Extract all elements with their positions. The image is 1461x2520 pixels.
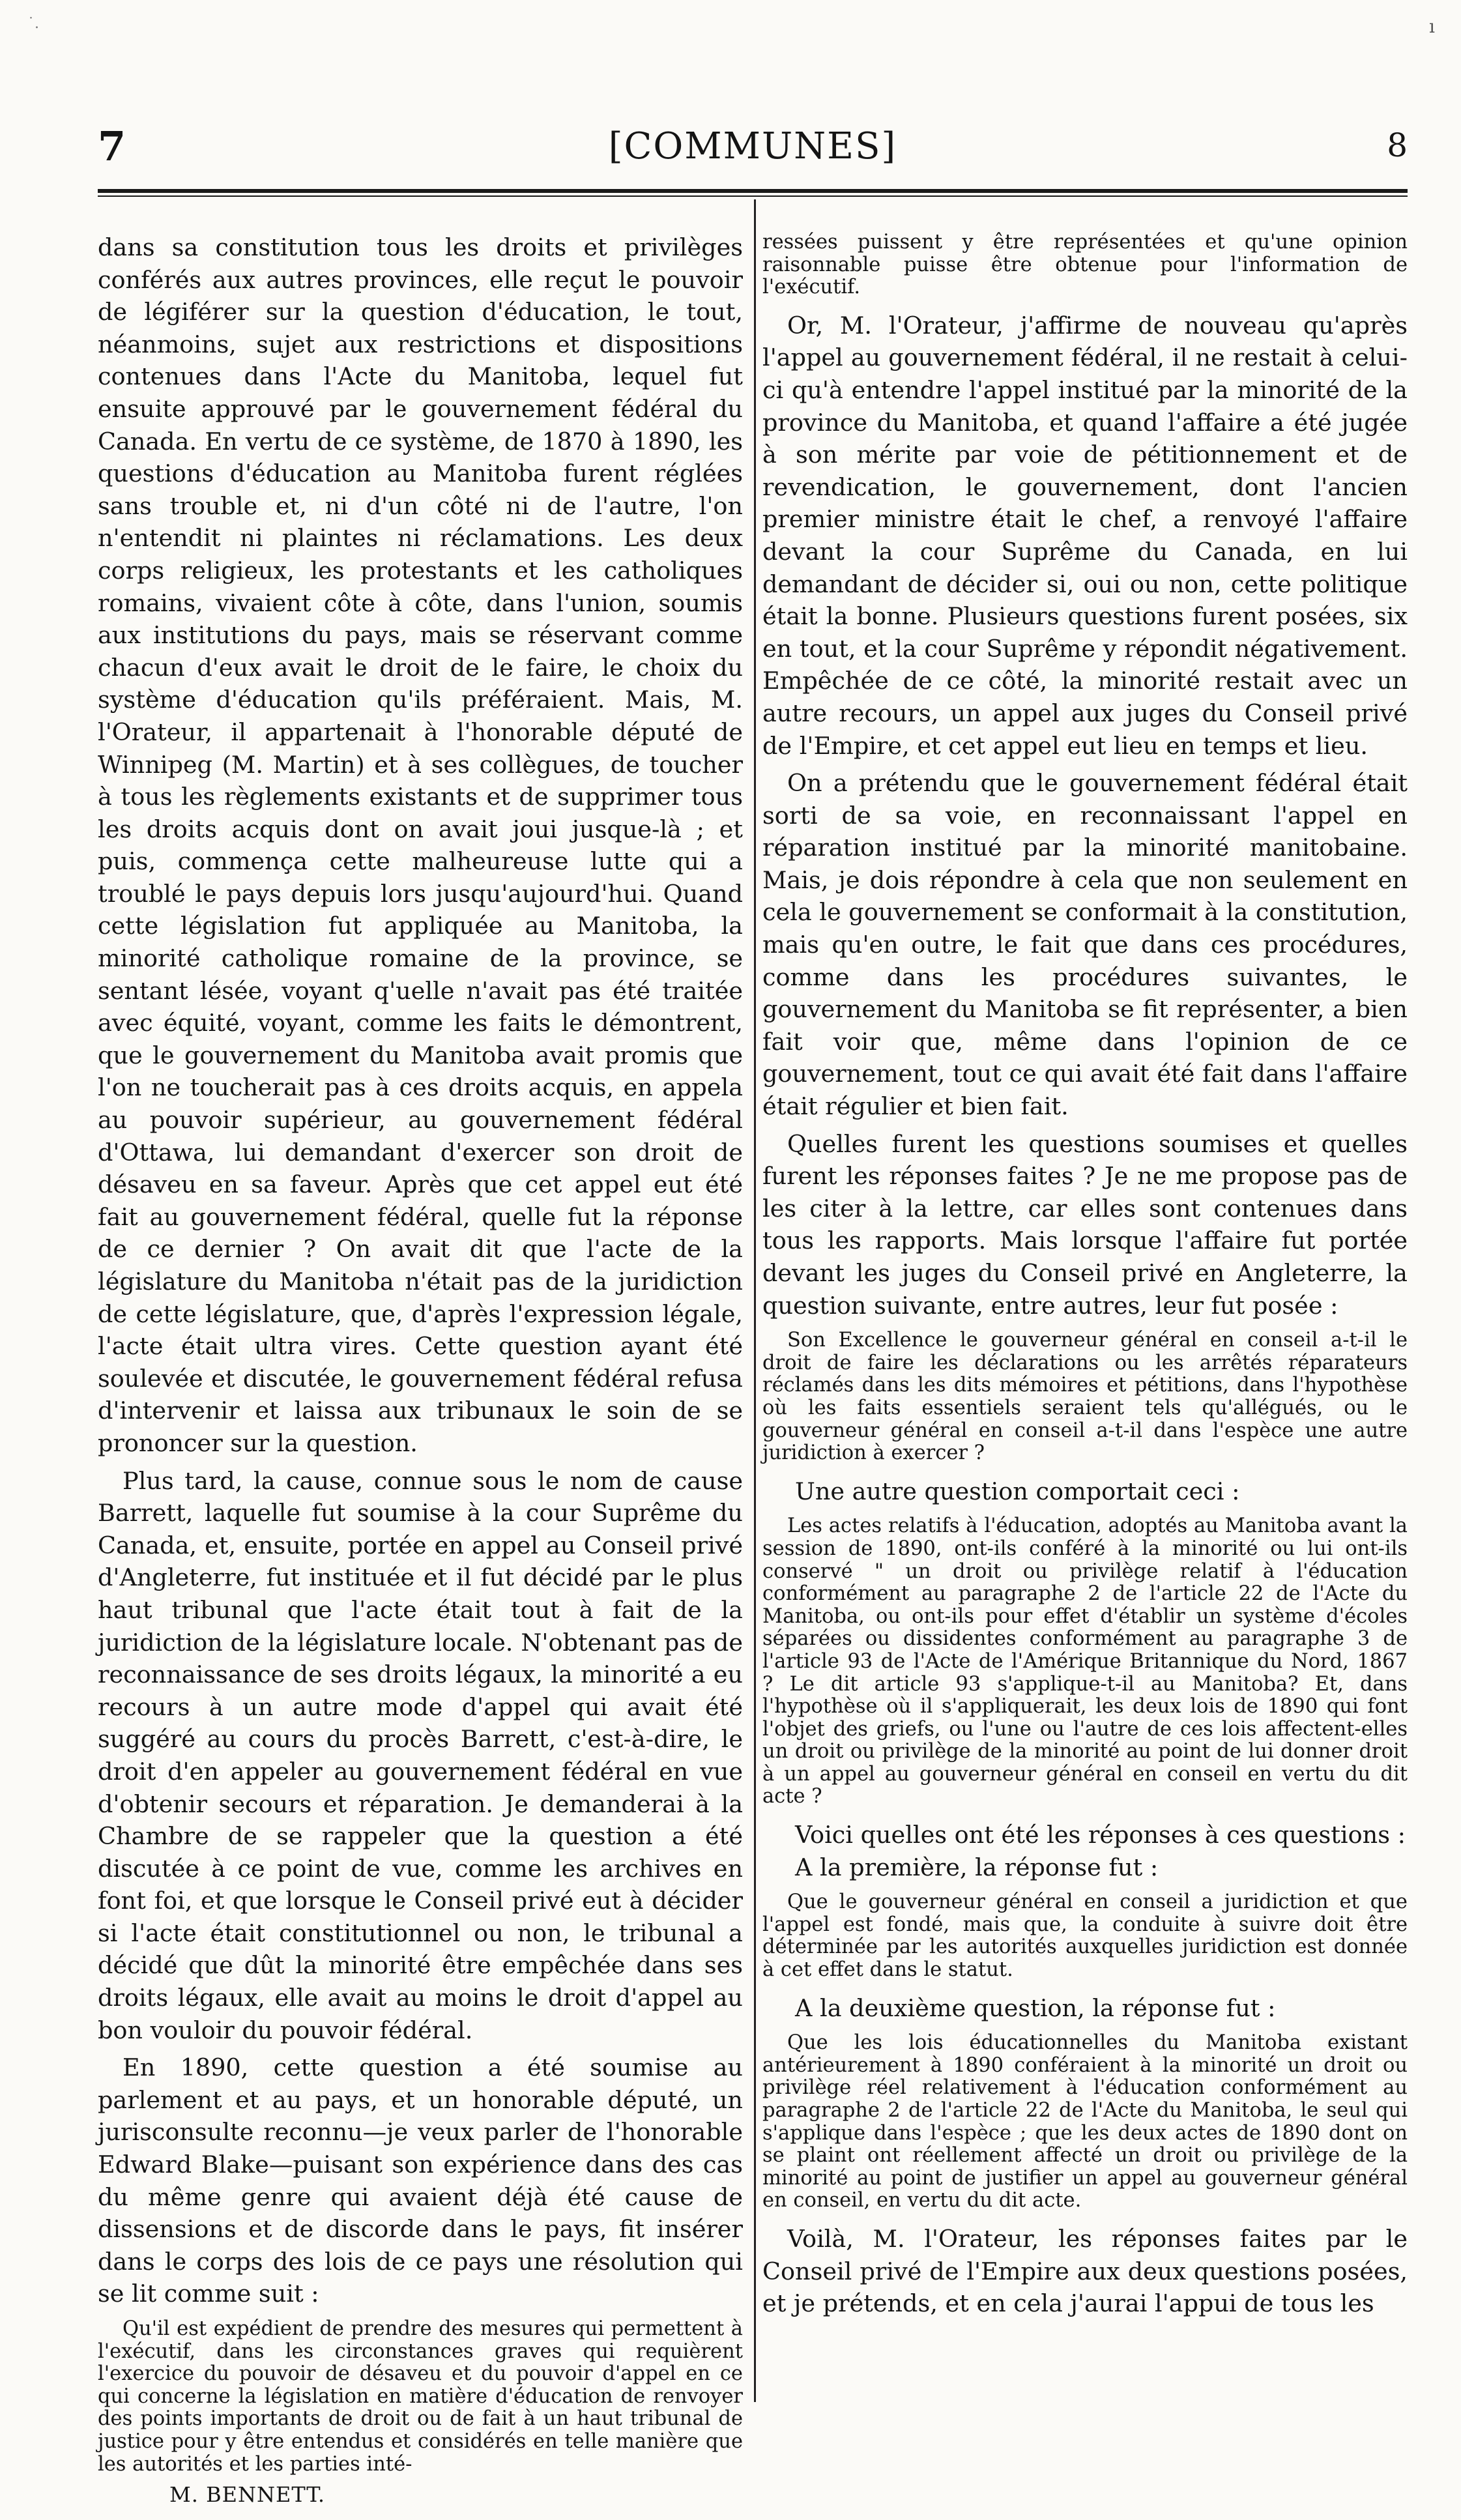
block-quote: Qu'il est expédient de prendre des mesures qui permettent à l'exécutif, dans les circonstances graves qui requièrent l'exercice du pouvoir de désaveu et du pouvoir d'appel en ce qui concerne la législation en matière d'éducation de renvoyer des points importants de droit ou de fait à un haut tribunal de justice pour y être entendus et considérés en telle manière que les autorités et les parties inté- bbox=[98, 2317, 743, 2476]
first-answer-intro: A la première, la réponse fut : bbox=[795, 1853, 1159, 1881]
question-intro: Une autre question comportait ceci : bbox=[795, 1477, 1240, 1505]
block-quote-continued: ressées puissent y être représentées et qu'une opinion raisonnable puisse être obtenue pour l'information de l'exécutif. bbox=[762, 231, 1408, 299]
right-page-number: 8 bbox=[1387, 126, 1408, 164]
paragraph: On a prétendu que le gouvernement fédéral était sorti de sa voie, en reconnaissant l'appel en réparation institué par la minorité manitobaine. Mais, je dois répondre à cela que non seulement en cela le gouvernement se conformait à la constitution, mais qu'en outre, le fait que dans ces procédures, comme dans les procédures suivantes, le gouvernement du Manitoba se fit représenter, a bien fait voir que, même dans l'opinion de ce gouvernement, tout ce qui avait été fait dans l'affaire était régulier et bien fait. bbox=[762, 769, 1408, 1121]
block-quote: Que le gouverneur général en conseil a juridiction et que l'appel est fondé, mais que, la conduite à suivre doit être déterminée par les autorités auxquelles juridiction est donnée à cet effet dans le statut. bbox=[762, 1890, 1408, 1982]
header-rule-thin bbox=[98, 196, 1408, 197]
paragraph: Plus tard, la cause, connue sous le nom de cause Barrett, laquelle fut soumise à la cour Suprême du Canada, et, ensuite, portée en appel au Conseil privé d'Angleterre, fut instituée et il fut décidé par le plus haut tribunal que l'acte était tout à fait de la juridiction de la législature locale. N'obtenant pas de reconnaissance de ses droits légaux, la minorité a eu recours à un autre mode d'appel qui avait été suggéré au cours du procès Barrett, c'est-à-dire, le droit d'en appeler au gouvernement fédéral en vue d'obtenir secours et réparation. Je demanderai à la Chambre de se rappeler que la question a été discutée à ce point de vue, comme les archives en font foi, et que lorsque le Conseil privé eut à décider si l'acte était constitutionnel ou non, le tribunal a décidé que dût la minorité être empêchée dans ses droits légaux, elle avait au moins le droit d'appel au bon vouloir du pouvoir fédéral. bbox=[98, 1466, 743, 2044]
second-answer-intro: A la deuxième question, la réponse fut : bbox=[795, 1993, 1276, 2022]
left-column bbox=[98, 231, 743, 2507]
answers-intro: Voici quelles ont été les réponses à ces questions : bbox=[795, 1821, 1406, 1849]
left-page-number: 7 bbox=[98, 123, 126, 170]
paragraph: Voilà, M. l'Orateur, les réponses faites par le Conseil privé de l'Empire aux deux questions posées, et je prétends, et en cela j'aurai l'appui de tous les bbox=[762, 2224, 1408, 2318]
right-column bbox=[762, 231, 1408, 2325]
page-header bbox=[98, 123, 1408, 175]
margin-marks-right: ı bbox=[1429, 16, 1435, 37]
paragraph: En 1890, cette question a été soumise au parlement et au pays, et un honorable député, un jurisconsulte reconnu—je veux parler de l'honorable Edward Blake—puisant son expérience dans des cas du même genre qui avaient déjà été cause de dissensions et de discorde dans le pays, fit insérer dans le corps des lois de ce pays une résolution qui se lit comme suit : bbox=[98, 2053, 743, 2308]
margin-marks: ˙. bbox=[27, 16, 39, 32]
paragraph: dans sa constitution tous les droits et privilèges conférés aux autres provinces, elle reçut le pouvoir de légiférer sur la question d'éducation, le tout, néanmoins, sujet aux restrictions et dispositions contenues dans l'Acte du Manitoba, lequel fut ensuite approuvé par le gouvernement fédéral du Canada. En vertu de ce système, de 1870 à 1890, les questions d'éducation au Manitoba furent réglées sans trouble et, ni d'un côté ni de l'autre, l'on n'entendit ni plaintes ni réclamations. Les deux corps religieux, les protestants et les catholiques romains, vivaient côte à côte, dans l'union, soumis aux institutions du pays, mais se réservant comme chacun d'eux avait le droit de le faire, le choix du système d'éducation qu'ils préféraient. Mais, M. l'Orateur, il appartenait à l'honorable député de Winnipeg (M. Martin) et à ses collègues, de toucher à tous les règlements existants et de supprimer tous les droits acquis dont on avait joui jusque-là ; et puis, commença cette malheureuse lutte qui a troublé le pays depuis lors jusqu'aujourd'hui. Quand cette législation fut appliquée au Manitoba, la minorité catholique romaine de la province, se sentant lésée, voyant q'uelle n'avait pas été traitée avec équité, voyant, comme les faits le démontrent, que le gouvernement du Manitoba avait promis que l'on ne toucherait pas à ces droits acquis, en appela au pouvoir supérieur, au gouvernement fédéral d'Ottawa, lui demandant d'exercer son droit de désaveu en sa faveur. Après que cet appel eut été fait au gouvernement fédéral, quelle fut la réponse de ce dernier ? On avait dit que l'acte de la législature du Manitoba n'était pas de la juridiction de cette législature, que, d'après l'expression légale, l'acte était ultra vires. Cette question ayant été soulevée et discutée, le gouvernement fédéral refusa d'intervenir et laissa aux tribunaux le soin de se prononcer sur la question. bbox=[98, 233, 743, 1457]
block-quote: Les actes relatifs à l'éducation, adoptés au Manitoba avant la session de 1890, ont-ils conféré à la minorité ou lui ont-ils conservé " un droit ou privilège relatif à l'éducation conformément au paragraphe 2 de l'article 22 de l'Acte du Manitoba, ou ont-ils pour effet d'établir un système d'écoles séparées ou dissidentes conformément au paragraphe 3 de l'article 93 de l'Acte de l'Amérique Britannique du Nord, 1867 ? Le dit article 93 s'applique-t-il au Manitoba? Et, dans l'hypothèse où il s'appliquerait, les deux lois de 1890 qui font l'objet des griefs, ou l'une ou l'autre de ces lois affectent-elles un droit ou privilège de la minorité au point de lui donner droit à un appel au gouverneur général en conseil en vertu du dit acte ? bbox=[762, 1514, 1408, 1808]
paragraph: Quelles furent les questions soumises et quelles furent les réponses faites ? Je ne me propose pas de les citer à la lettre, car elles sont contenues dans tous les rapports. Mais lorsque l'affaire fut portée devant les juges du Conseil privé en Angleterre, la question suivante, entre autres, leur fut posée : bbox=[762, 1129, 1408, 1320]
page-title: [COMMUNES] bbox=[608, 125, 897, 167]
header-rule bbox=[98, 189, 1408, 193]
block-quote: Son Excellence le gouverneur général en conseil a-t-il le droit de faire les déclarations ou les arrêtés réparateurs réclamés dans les dits mémoires et pétitions, dans l'hypothèse où les faits essentiels seraient tels qu'allégués, ou le gouverneur général en conseil a-t-il dans l'espèce une autre juridiction à exercer ? bbox=[762, 1329, 1408, 1465]
paragraph: Or, M. l'Orateur, j'affirme de nouveau qu'après l'appel au gouvernement fédéral, il ne restait à celui-ci qu'à entendre l'appel institué par la minorité de la province du Manitoba, et quand l'affaire a été jugée à son mérite par voie de pétitionnement et de revendication, le gouvernement, dont l'ancien premier ministre était le chef, a renvoyé l'affaire devant la cour Suprême du Canada, en lui demandant de décider si, oui ou non, cette politique était la bonne. Plusieurs questions furent posées, six en tout, et la cour Suprême y répondit négativement. Empêchée de ce côté, la minorité restait avec un autre recours, un appel aux juges du Conseil privé de l'Empire, et cet appel eut lieu en temps et lieu. bbox=[762, 311, 1408, 760]
block-quote: Que les lois éducationnelles du Manitoba existant antérieurement à 1890 conféraient à la minorité un droit ou privilège réel relativement à l'éducation conformément au paragraphe 2 de l'article 22 de l'Acte du Manitoba, le seul qui s'applique dans l'espèce ; que les deux actes de 1890 dont on se plaint ont réellement affecté un droit ou privilège de la minorité au point de justifier un appel au gouverneur général en conseil, en vertu du dit acte. bbox=[762, 2031, 1408, 2212]
column-divider bbox=[754, 199, 756, 2402]
speaker-signature: M. BENNETT. bbox=[169, 2482, 326, 2508]
